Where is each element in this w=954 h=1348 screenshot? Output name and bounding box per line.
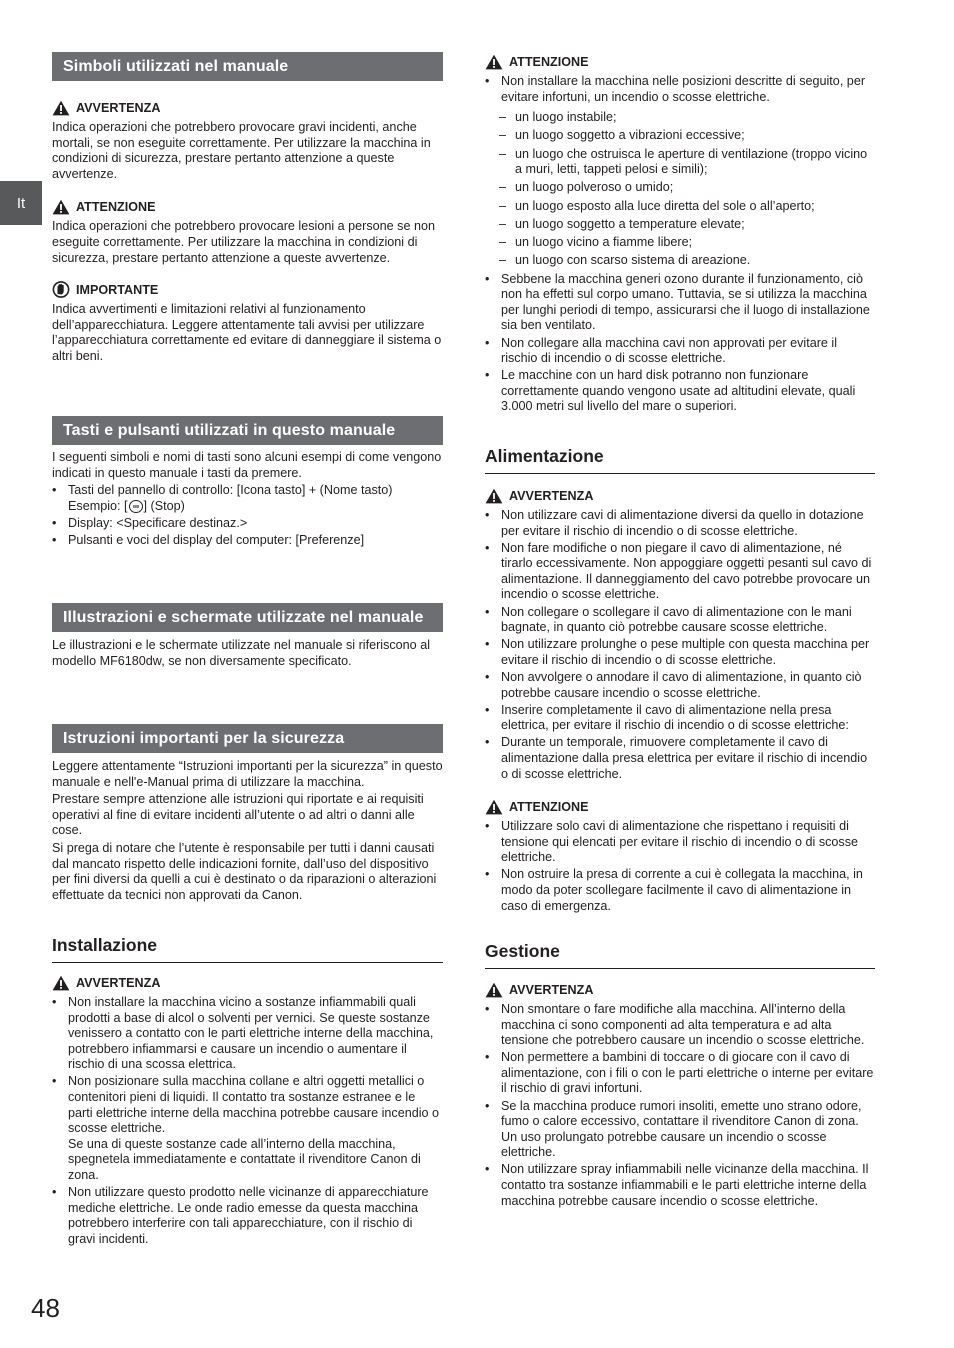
notice-label: ATTENZIONE: [76, 199, 156, 214]
list-item: • Non utilizzare questo prodotto nelle vicinanze di apparecchiature mediche elettriche. Le onde radio emesse da questa macchina potrebbero interferire con tali apparecchiature, con il rischio di gravi incidenti.: [52, 1185, 443, 1247]
section-symbols: [52, 52, 443, 367]
language-tab: It: [0, 181, 42, 225]
keys-intro: I seguenti simboli e nomi di tasti sono alcuni esempi di come vengono indicati in questo manuale i tasti da premere.: [52, 450, 442, 480]
section-illustrations: [52, 603, 443, 671]
warning-triangle-icon: [485, 982, 503, 998]
list-item: • Non smontare o fare modifiche alla macchina. All’interno della macchina ci sono componenti ad alta temperatura e ad alta tensione che potrebbero causare un incendio o scosse elettriche.: [485, 1002, 875, 1049]
warning-triangle-icon: [52, 100, 70, 116]
section-heading: Alimentazione: [485, 446, 875, 474]
keys-list: [52, 483, 443, 548]
section-title: Tasti e pulsanti utilizzati in questo manuale: [52, 416, 443, 445]
dash-item: – un luogo polveroso o umido;: [485, 180, 875, 196]
warning-triangle-icon: [485, 799, 503, 815]
notice-label: AVVERTENZA: [509, 982, 594, 997]
safety-paragraph: Prestare sempre attenzione alle istruzioni qui riportate e ai requisiti operativi al fine di evitare incidenti all’utente o ad altri o danni alle cose.: [52, 792, 424, 838]
list-item-text: Non posizionare sulla macchina collane e altri oggetti metallici o contenitori pieni di liquidi. Il contatto tra sostanze estranee e le parti elettriche interne della macchina potrebbe causare incendio o scosse elettriche.: [68, 1074, 440, 1136]
section-heading: Gestione: [485, 941, 875, 969]
safety-paragraph: Si prega di notare che l’utente è responsabile per tutti i danni causati dal mancato rispetto delle indicazioni fornite, dall’uso del dispositivo per fini diversi da quelli a cui è destinato o da riparazioni o alterazioni effettuate da tecnici non approvati da Canon.: [52, 840, 437, 902]
alimentazione-avvertenza-list: [485, 508, 875, 782]
list-item: • Non fare modifiche o non piegare il cavo di alimentazione, né tirarlo eccessivamente. Non appoggiare oggetti pesanti sul cavo di alimentazione. Il danneggiamento del cavo potrebbe provocare un incendio o scosse elettriche.: [485, 541, 875, 603]
attenzione-text: Indica operazioni che potrebbero provocare lesioni a persone se non eseguite correttamente. Per utilizzare la macchina in condizioni di sicurezza, prestare pertanto attenzione a queste avvertenze.: [52, 219, 435, 265]
list-item: [52, 483, 443, 514]
keys-example-prefix: Esempio: [: [68, 498, 128, 513]
keys-example-suffix: ] (Stop): [143, 498, 185, 513]
list-item: • Display: <Specificare destinaz.>: [52, 516, 443, 532]
avvertenza-text: Indica operazioni che potrebbero provocare gravi incidenti, anche mortali, se non eseguite correttamente. Per utilizzare la macchina in condizioni di sicurezza, prestare pertanto attenzione a queste avvertenze.: [52, 120, 431, 181]
attenzione-list-cont: [485, 272, 875, 415]
list-item: • Non installare la macchina vicino a sostanze infiammabili quali prodotti a base di alcol o solventi per vernici. Se queste sostanze venissero a contatto con le parti elettriche interne della macchina, potrebbero infiammarsi e causare un incendio o aumentare il rischio di una scossa elettrica.: [52, 995, 443, 1073]
notice-label: IMPORTANTE: [76, 282, 159, 297]
safety-paragraph: Leggere attentamente “Istruzioni importanti per la sicurezza” in questo manuale e nell'e-Manual prima di utilizzare la macchina.: [52, 759, 443, 789]
dash-item: – un luogo soggetto a temperature elevate;: [485, 217, 875, 233]
warning-triangle-icon: [52, 199, 70, 215]
notice-label: ATTENZIONE: [509, 54, 589, 69]
section-keys: [52, 416, 443, 550]
importante-text: Indica avvertimenti e limitazioni relativi al funzionamento dell’apparecchiatura. Leggere attentamente tali avvisi per utilizzare l’apparecchiatura correttamente ed evitare di danneggiare il sistema o altri beni.: [52, 302, 442, 363]
list-item: • Non ostruire la presa di corrente a cui è collegata la macchina, in modo da poter scollegare facilmente il cavo di alimentazione in caso di emergenza.: [485, 867, 875, 914]
list-item: • Non collegare o scollegare il cavo di alimentazione con le mani bagnate, in quanto ciò potrebbe causare scosse elettriche.: [485, 605, 875, 636]
section-title: Illustrazioni e schermate utilizzate nel manuale: [52, 603, 443, 632]
dash-item: – un luogo esposto alla luce diretta del sole o all’aperto;: [485, 199, 875, 215]
attenzione-list: [485, 74, 875, 105]
warning-triangle-icon: [485, 54, 503, 70]
list-item: • Sebbene la macchina generi ozono durante il funzionamento, ciò non ha effetti sul corpo umano. Tuttavia, se si utilizza la macchina per lunghi periodi di tempo, assicurarsi che il luogo di installazione sia ben ventilato.: [485, 272, 875, 334]
section-title: Simboli utilizzati nel manuale: [52, 52, 443, 81]
list-item: • Pulsanti e voci del display del computer: [Preferenze]: [52, 533, 443, 549]
dash-item: – un luogo che ostruisca le aperture di ventilazione (troppo vicino a muri, letti, tappeti pelosi e simili);: [485, 147, 875, 178]
dash-item: – un luogo con scarso sistema di areazione.: [485, 253, 875, 269]
locations-list: [485, 110, 875, 269]
section-gestione: [485, 941, 875, 1211]
section-safety: [52, 724, 443, 905]
dash-item: – un luogo soggetto a vibrazioni eccessive;: [485, 128, 875, 144]
section-alimentazione: [485, 446, 875, 916]
alimentazione-attenzione-list: [485, 819, 875, 914]
stop-key-icon: [129, 500, 143, 513]
attenzione-heading: [485, 53, 875, 70]
list-item: • Se la macchina produce rumori insoliti, emette uno strano odore, fumo o calore eccessivo, contattare il rivenditore Canon di zona. Un uso prolungato potrebbe causare un incendio o scosse elettriche.: [485, 1099, 875, 1161]
list-item: • Non installare la macchina nelle posizioni descritte di seguito, per evitare infortuni, un incendio o scosse elettriche.: [485, 74, 875, 105]
section-title: Istruzioni importanti per la sicurezza: [52, 724, 443, 753]
gestione-list: [485, 1002, 875, 1209]
notice-label: ATTENZIONE: [509, 799, 589, 814]
list-item: • Non collegare alla macchina cavi non approvati per evitare il rischio di incendio o di scosse elettriche.: [485, 336, 875, 367]
avvertenza-heading: [485, 487, 875, 504]
attenzione-heading: [485, 798, 875, 815]
warning-triangle-icon: [485, 488, 503, 504]
dash-item: – un luogo vicino a fiamme libere;: [485, 235, 875, 251]
importante-heading: [52, 281, 443, 298]
keys-control-panel-text: Tasti del pannello di controllo: [Icona tasto] + (Nome tasto): [68, 483, 393, 498]
section-attenzione-installazione: [485, 53, 875, 417]
important-hand-icon: [52, 281, 70, 298]
list-item: • Durante un temporale, rimuovere completamente il cavo di alimentazione dalla presa elettrica per evitare il rischio di incendio o di scosse elettriche.: [485, 735, 875, 782]
list-item: • Non avvolgere o annodare il cavo di alimentazione, in quanto ciò potrebbe causare incendio o scosse elettriche.: [485, 670, 875, 701]
section-installazione: [52, 935, 443, 1249]
list-item-text: Se una di queste sostanze cade all’interno della macchina, spegnetela immediatamente e contattate il rivenditore Canon di zona.: [68, 1136, 421, 1183]
list-item: • Non utilizzare cavi di alimentazione diversi da quello in dotazione per evitare il rischio di incendio o di scosse elettriche.: [485, 508, 875, 539]
notice-label: AVVERTENZA: [509, 488, 594, 503]
list-item: • Non permettere a bambini di toccare o di giocare con il cavo di alimentazione, con i fili o con le parti elettriche o interne per evitare il rischio di gravi infortuni.: [485, 1050, 875, 1097]
dash-item: – un luogo instabile;: [485, 110, 875, 126]
attenzione-heading: [52, 198, 443, 215]
list-item: • Non utilizzare prolunghe o pese multiple con questa macchina per evitare il rischio di incendio o di scosse elettriche.: [485, 637, 875, 668]
avvertenza-heading: [52, 99, 443, 116]
list-item: • Non utilizzare spray infiammabili nelle vicinanze della macchina. Il contatto tra sostanze infiammabili e le parti elettriche interne della macchina potrebbe causare incendio o scosse elettriche.: [485, 1162, 875, 1209]
list-item: • Le macchine con un hard disk potranno non funzionare correttamente quando vengono usate ad altitudini elevate, quali 3.000 metri sul livello del mare o superiori.: [485, 368, 875, 415]
list-item: • Inserire completamente il cavo di alimentazione nella presa elettrica, per evitare il rischio di incendio o di scosse elettriche:: [485, 703, 875, 734]
notice-label: AVVERTENZA: [76, 975, 161, 990]
notice-label: AVVERTENZA: [76, 100, 161, 115]
installazione-list: [52, 995, 443, 1248]
page-number: 48: [31, 1293, 60, 1323]
section-heading: Installazione: [52, 935, 443, 963]
list-item: [52, 1074, 443, 1183]
avvertenza-heading: [52, 974, 443, 991]
list-item: • Utilizzare solo cavi di alimentazione che rispettano i requisiti di tensione qui elencati per evitare il rischio di incendio o di scosse elettriche.: [485, 819, 875, 866]
illustrations-text: Le illustrazioni e le schermate utilizzate nel manuale si riferiscono al modello MF6180dw, se non diversamente specificato.: [52, 638, 430, 668]
avvertenza-heading: [485, 981, 875, 998]
warning-triangle-icon: [52, 975, 70, 991]
